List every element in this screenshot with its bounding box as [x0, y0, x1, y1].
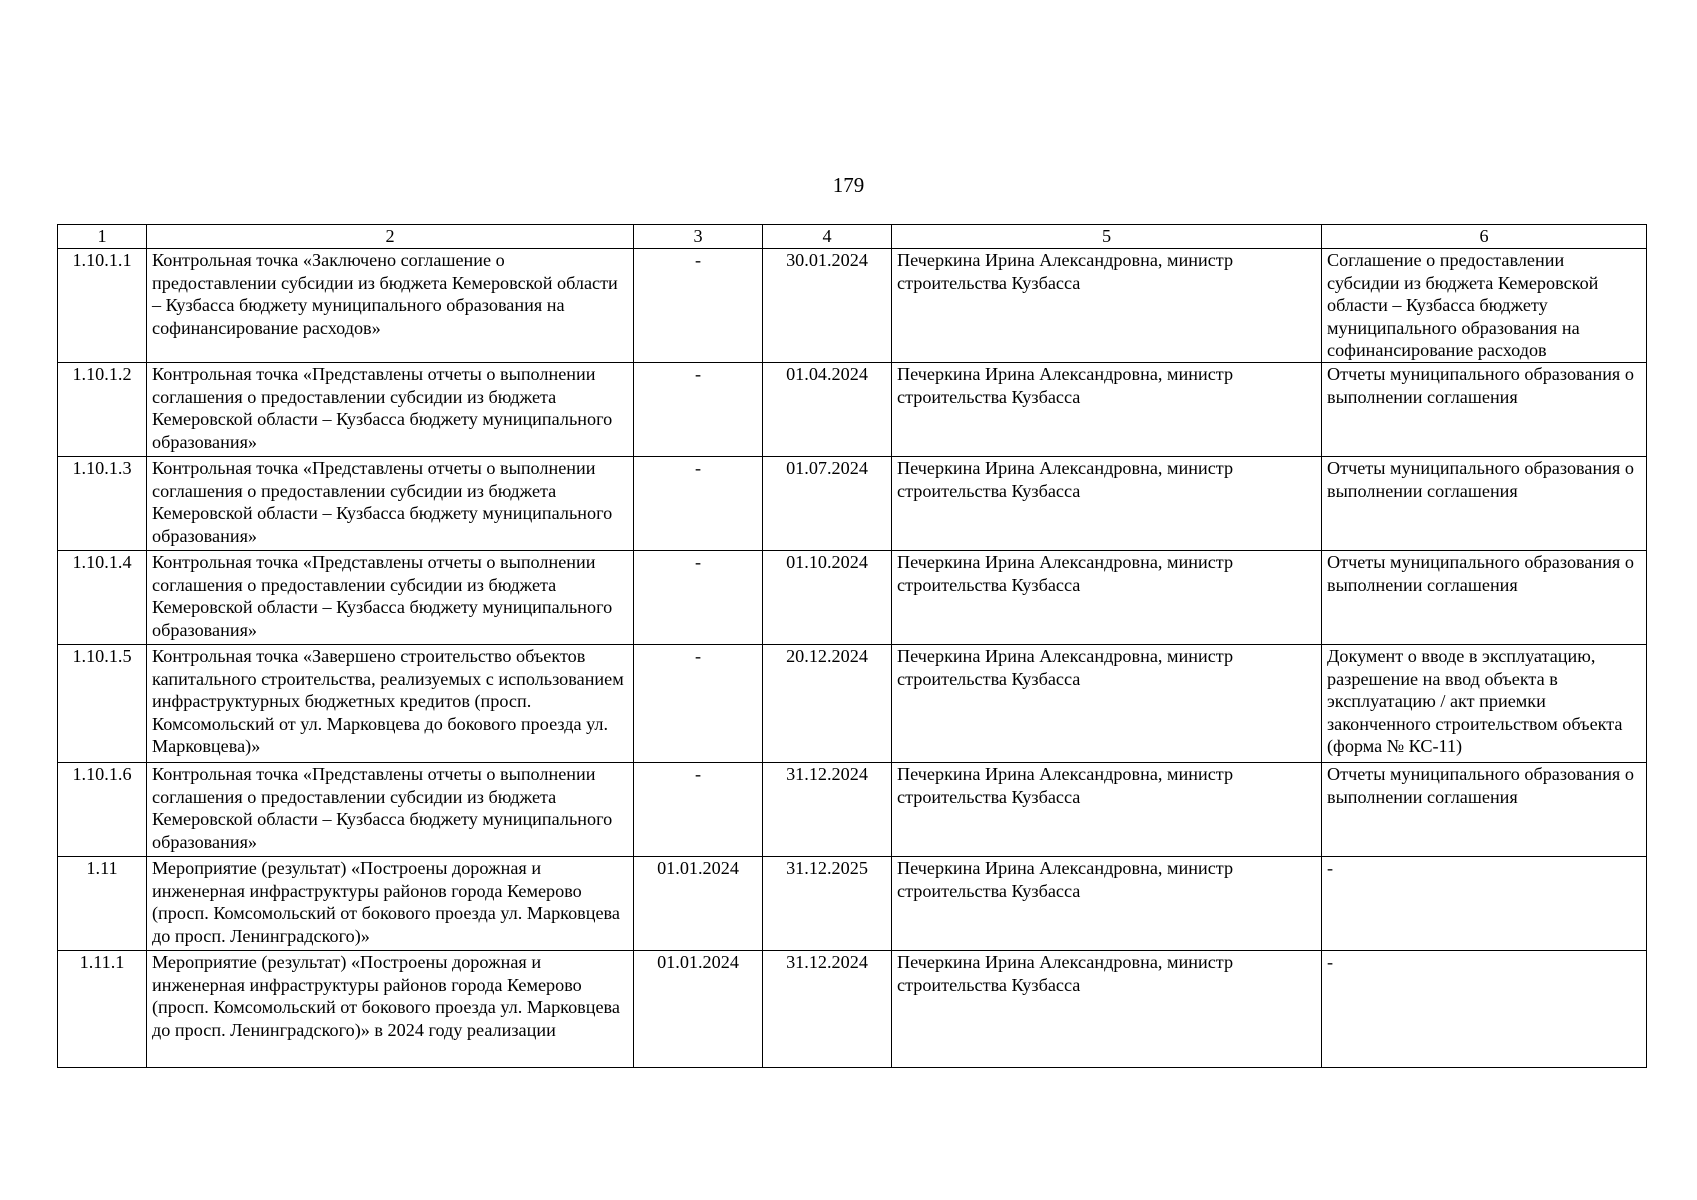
row-number: 1.10.1.1 [58, 249, 147, 363]
row-number: 1.10.1.2 [58, 363, 147, 457]
end-date: 01.04.2024 [763, 363, 892, 457]
column-header-2: 2 [147, 225, 634, 249]
event-name: Контрольная точка «Представлены отчеты о выполнении соглашения о предоставлении субсидии из бюджета Кемеровской области – Кузбасса бюджету муниципального образования» [147, 763, 634, 857]
event-name: Контрольная точка «Представлены отчеты о выполнении соглашения о предоставлении субсидии из бюджета Кемеровской области – Кузбасса бюджету муниципального образования» [147, 551, 634, 645]
row-number: 1.11 [58, 857, 147, 951]
result-document: Отчеты муниципального образования о выполнении соглашения [1322, 363, 1647, 457]
result-document: Отчеты муниципального образования о выполнении соглашения [1322, 551, 1647, 645]
responsible-person: Печеркина Ирина Александровна, министр строительства Кузбасса [892, 249, 1322, 363]
responsible-person: Печеркина Ирина Александровна, министр строительства Кузбасса [892, 551, 1322, 645]
event-name: Мероприятие (результат) «Построены дорожная и инженерная инфраструктуры районов города Кемерово (просп. Комсомольский от бокового проезда ул. Марковцева до просп. Ленинградского)» [147, 857, 634, 951]
result-document: - [1322, 857, 1647, 951]
end-date: 30.01.2024 [763, 249, 892, 363]
row-number: 1.10.1.3 [58, 457, 147, 551]
table-row [58, 249, 1647, 363]
event-name: Мероприятие (результат) «Построены дорожная и инженерная инфраструктуры районов города Кемерово (просп. Комсомольский от бокового проезда ул. Марковцева до просп. Ленинградского)» в 2024 году реализации [147, 951, 634, 1068]
row-number: 1.10.1.5 [58, 645, 147, 763]
result-document: Соглашение о предоставлении субсидии из бюджета Кемеровской области – Кузбасса бюджету муниципального образования на софинансирование расходов [1322, 249, 1647, 363]
event-name: Контрольная точка «Представлены отчеты о выполнении соглашения о предоставлении субсидии из бюджета Кемеровской области – Кузбасса бюджету муниципального образования» [147, 363, 634, 457]
responsible-person: Печеркина Ирина Александровна, министр строительства Кузбасса [892, 457, 1322, 551]
table-row [58, 857, 1647, 951]
result-document: - [1322, 951, 1647, 1068]
table-row [58, 551, 1647, 645]
responsible-person: Печеркина Ирина Александровна, министр строительства Кузбасса [892, 363, 1322, 457]
event-name: Контрольная точка «Заключено соглашение о предоставлении субсидии из бюджета Кемеровской области – Кузбасса бюджету муниципального образования на софинансирование расходов» [147, 249, 634, 363]
end-date: 31.12.2025 [763, 857, 892, 951]
column-header-4: 4 [763, 225, 892, 249]
end-date: 01.07.2024 [763, 457, 892, 551]
start-date: - [634, 763, 763, 857]
table-row [58, 645, 1647, 763]
responsible-person: Печеркина Ирина Александровна, министр строительства Кузбасса [892, 763, 1322, 857]
row-number: 1.10.1.6 [58, 763, 147, 857]
start-date: - [634, 249, 763, 363]
page-number: 179 [832, 173, 865, 197]
table-row [58, 457, 1647, 551]
plan-table [57, 224, 1647, 1068]
column-header-6: 6 [1322, 225, 1647, 249]
column-header-5: 5 [892, 225, 1322, 249]
row-number: 1.10.1.4 [58, 551, 147, 645]
start-date: - [634, 645, 763, 763]
column-header-1: 1 [58, 225, 147, 249]
table-row [58, 763, 1647, 857]
end-date: 20.12.2024 [763, 645, 892, 763]
responsible-person: Печеркина Ирина Александровна, министр строительства Кузбасса [892, 645, 1322, 763]
result-document: Документ о вводе в эксплуатацию, разрешение на ввод объекта в эксплуатацию / акт приемки законченного строительством объекта (форма № КС-11) [1322, 645, 1647, 763]
table-row [58, 951, 1647, 1068]
responsible-person: Печеркина Ирина Александровна, министр строительства Кузбасса [892, 951, 1322, 1068]
event-name: Контрольная точка «Представлены отчеты о выполнении соглашения о предоставлении субсидии из бюджета Кемеровской области – Кузбасса бюджету муниципального образования» [147, 457, 634, 551]
event-name: Контрольная точка «Завершено строительство объектов капитального строительства, реализуемых с использованием инфраструктурных бюджетных кредитов (просп. Комсомольский от ул. Марковцева до бокового проезда ул. Марковцева)» [147, 645, 634, 763]
start-date: - [634, 551, 763, 645]
start-date: 01.01.2024 [634, 857, 763, 951]
start-date: 01.01.2024 [634, 951, 763, 1068]
end-date: 01.10.2024 [763, 551, 892, 645]
result-document: Отчеты муниципального образования о выполнении соглашения [1322, 457, 1647, 551]
table-row [58, 363, 1647, 457]
result-document: Отчеты муниципального образования о выполнении соглашения [1322, 763, 1647, 857]
table-header-row [58, 225, 1647, 249]
end-date: 31.12.2024 [763, 951, 892, 1068]
column-header-3: 3 [634, 225, 763, 249]
start-date: - [634, 457, 763, 551]
start-date: - [634, 363, 763, 457]
responsible-person: Печеркина Ирина Александровна, министр строительства Кузбасса [892, 857, 1322, 951]
end-date: 31.12.2024 [763, 763, 892, 857]
row-number: 1.11.1 [58, 951, 147, 1068]
